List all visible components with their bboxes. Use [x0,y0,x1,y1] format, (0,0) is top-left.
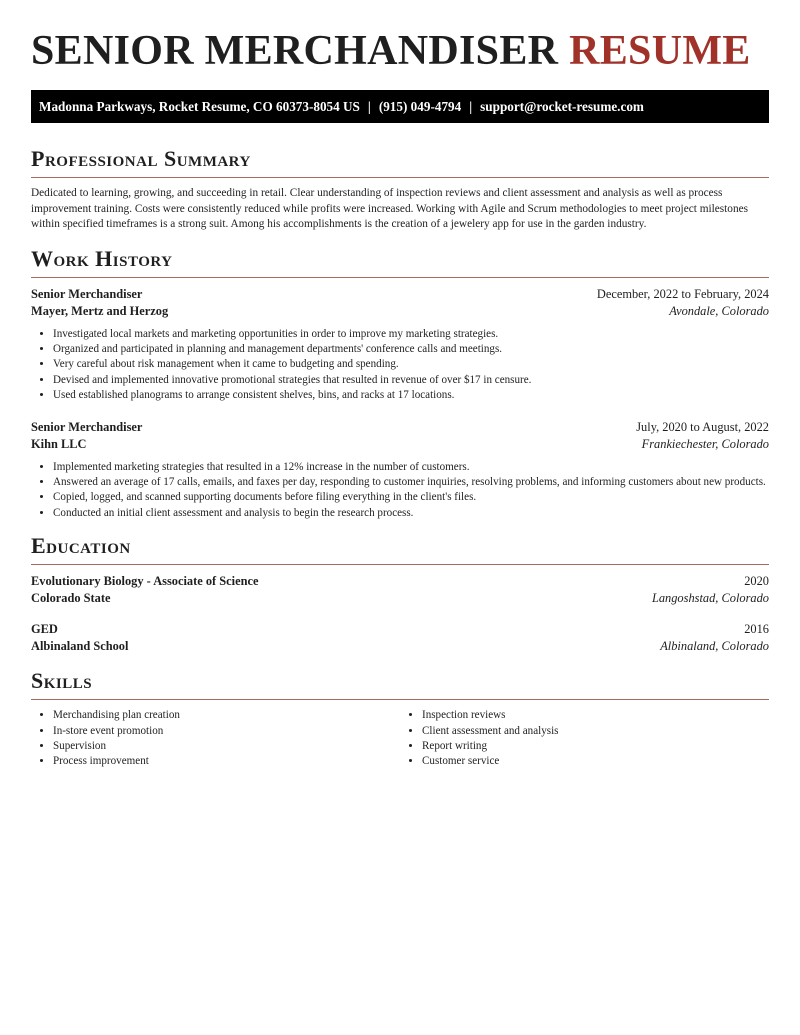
bullet-item: • Used established planograms to arrange consistent shelves, bins, and racks at 17 locations. [53,388,769,403]
bullet-item: • Copied, logged, and scanned supporting documents before filing everything in the client's files. [53,490,769,505]
section-divider [31,277,769,278]
skill-item: • Report writing [422,739,769,754]
job-dates: July, 2020 to August, 2022 [636,419,769,434]
work-history-heading: Work History [31,245,173,271]
job-bullets [31,460,769,522]
education-degree: Evolutionary Biology - Associate of Science [31,574,259,589]
education-location: Langoshstad, Colorado [651,591,769,606]
skill-item: • Client assessment and analysis [422,724,769,739]
bullet-item: • Answered an average of 17 calls, emails, and faxes per day, responding to customer inquiries, resolving problems, and informing customers about new products. [53,475,769,490]
job-bullets [31,327,769,404]
skills-columns [31,708,769,770]
job-entry [31,420,769,522]
bullet-item: • Devised and implemented innovative promotional strategies that resulted in revenue of over $17 in censure. [53,373,769,388]
education-section [31,533,769,654]
summary-section [31,146,769,233]
skills-list-left [31,708,400,770]
skill-item: • Customer service [422,754,769,769]
contact-phone: (915) 049-4794 [378,99,462,114]
job-location: Avondale, Colorado [669,303,769,318]
education-school: Albinaland School [31,639,129,654]
title-accent: RESUME [569,28,751,74]
skill-item: • Supervision [53,739,400,754]
education-year: 2016 [744,622,769,637]
section-divider [31,177,769,178]
contact-separator: | [367,99,371,114]
job-company: Mayer, Mertz and Herzog [31,303,169,318]
education-entry [31,622,769,654]
job-title: Senior Merchandiser [31,286,143,301]
contact-address: Madonna Parkways, Rocket Resume, CO 60373-8054 US [39,99,360,114]
job-entry [31,287,769,404]
job-company: Kihn LLC [31,436,87,451]
education-degree: GED [31,622,58,637]
title-main: SENIOR MERCHANDISER [31,28,559,74]
education-school: Colorado State [31,591,111,606]
education-heading: Education [31,533,131,559]
section-divider [31,564,769,565]
bullet-item: • Implemented marketing strategies that resulted in a 12% increase in the number of customers. [53,460,769,475]
bullet-item: • Organized and participated in planning and management departments' conference calls and meetings. [53,342,769,357]
skills-list-right [400,708,769,770]
contact-separator: | [469,99,473,114]
contact-bar [31,90,769,123]
job-location: Frankiechester, Colorado [641,436,769,451]
summary-text: Dedicated to learning, growing, and succeeding in retail. Clear understanding of inspection reviews and client assessment and analysis as well as process improvement training. Costs were consistently reduced while profits were increased. Working with Agile and Scrum methodologies to meet project milestones within specified timeframes is a strong suit. Among his accomplishments is the creation of a jewelery app for use in the garden industry. [31,187,749,230]
contact-email[interactable]: support@rocket-resume.com [480,99,644,114]
skill-item: • Process improvement [53,754,400,769]
education-entry [31,574,769,606]
job-dates: December, 2022 to February, 2024 [596,286,769,301]
bullet-item: • Investigated local markets and marketing opportunities in order to improve my marketing strategies. [53,327,769,342]
skill-item: • Merchandising plan creation [53,708,400,723]
resume-page [31,0,769,770]
work-history-section [31,246,769,522]
resume-title [31,28,769,74]
bullet-item: • Conducted an initial client assessment and analysis to begin the research process. [53,506,769,521]
skill-item: • Inspection reviews [422,708,769,723]
section-divider [31,699,769,700]
bullet-item: • Very careful about risk management when it came to budgeting and spending. [53,357,769,372]
skill-item: • In-store event promotion [53,724,400,739]
skills-heading: Skills [31,668,93,694]
education-location: Albinaland, Colorado [660,639,769,654]
job-title: Senior Merchandiser [31,419,143,434]
skills-section [31,668,769,770]
education-year: 2020 [744,574,769,589]
summary-heading: Professional Summary [31,146,251,171]
